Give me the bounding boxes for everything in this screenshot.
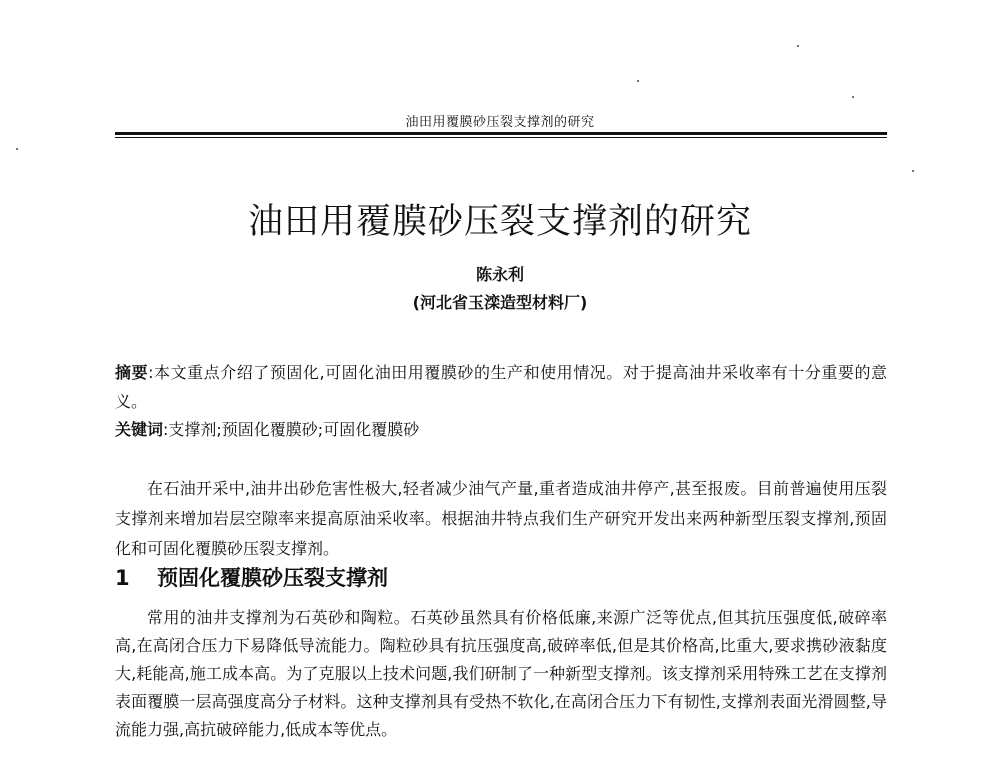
keywords-text: :支撑剂;预固化覆膜砂;可固化覆膜砂 — [163, 420, 420, 439]
scan-speck — [16, 148, 18, 150]
paper-title: 油田用覆膜砂压裂支撑剂的研究 — [247, 202, 752, 242]
scan-speck — [852, 96, 854, 98]
abstract-text: :本文重点介绍了预固化,可固化油田用覆膜砂的生产和使用情况。对于提高油井采收率有十分重要的意义。 — [115, 363, 887, 411]
scan-speck — [797, 45, 799, 47]
intro-paragraph: 在石油开采中,油井出砂危害性极大,轻者减少油气产量,重者造成油井停产,甚至报废。目前普遍使用压裂支撑剂来增加岩层空隙率来提高原油采收率。根据油井特点我们生产研究开发出来两种新型压裂支撑剂,预固化和可固化覆膜砂压裂支撑剂。 — [115, 479, 887, 558]
abstract — [115, 358, 887, 416]
section-1-number: 1 — [115, 566, 130, 590]
running-header: 油田用覆膜砂压裂支撑剂的研究 — [405, 115, 595, 130]
keywords — [115, 415, 887, 444]
scan-speck — [912, 170, 914, 172]
author-affiliation: (河北省玉滦造型材料厂) — [412, 293, 588, 312]
section-1-title: 预固化覆膜砂压裂支撑剂 — [157, 566, 388, 590]
author-name: 陈永利 — [475, 265, 524, 284]
header-rule-thick — [115, 132, 887, 135]
scan-speck — [637, 80, 639, 82]
section-1-paragraph: 常用的油井支撑剂为石英砂和陶粒。石英砂虽然具有价格低廉,来源广泛等优点,但其抗压强度低,破碎率高,在高闭合压力下易降低导流能力。陶粒砂具有抗压强度高,破碎率低,但是其价格高,比重大,要求携砂液黏度大,耗能高,施工成本高。为了克服以上技术问题,我们研制了一种新型支撑剂。该支撑剂采用特殊工艺在支撑剂表面覆膜一层高强度高分子材料。这种支撑剂具有受热不软化,在高闭合压力下有韧性,支撑剂表面光滑圆整,导流能力强,高抗破碎能力,低成本等优点。 — [115, 608, 887, 739]
section-1-heading — [115, 563, 887, 593]
header-rule-thin — [115, 137, 887, 138]
keywords-label: 关键词 — [115, 420, 164, 439]
abstract-label: 摘要 — [115, 363, 149, 382]
